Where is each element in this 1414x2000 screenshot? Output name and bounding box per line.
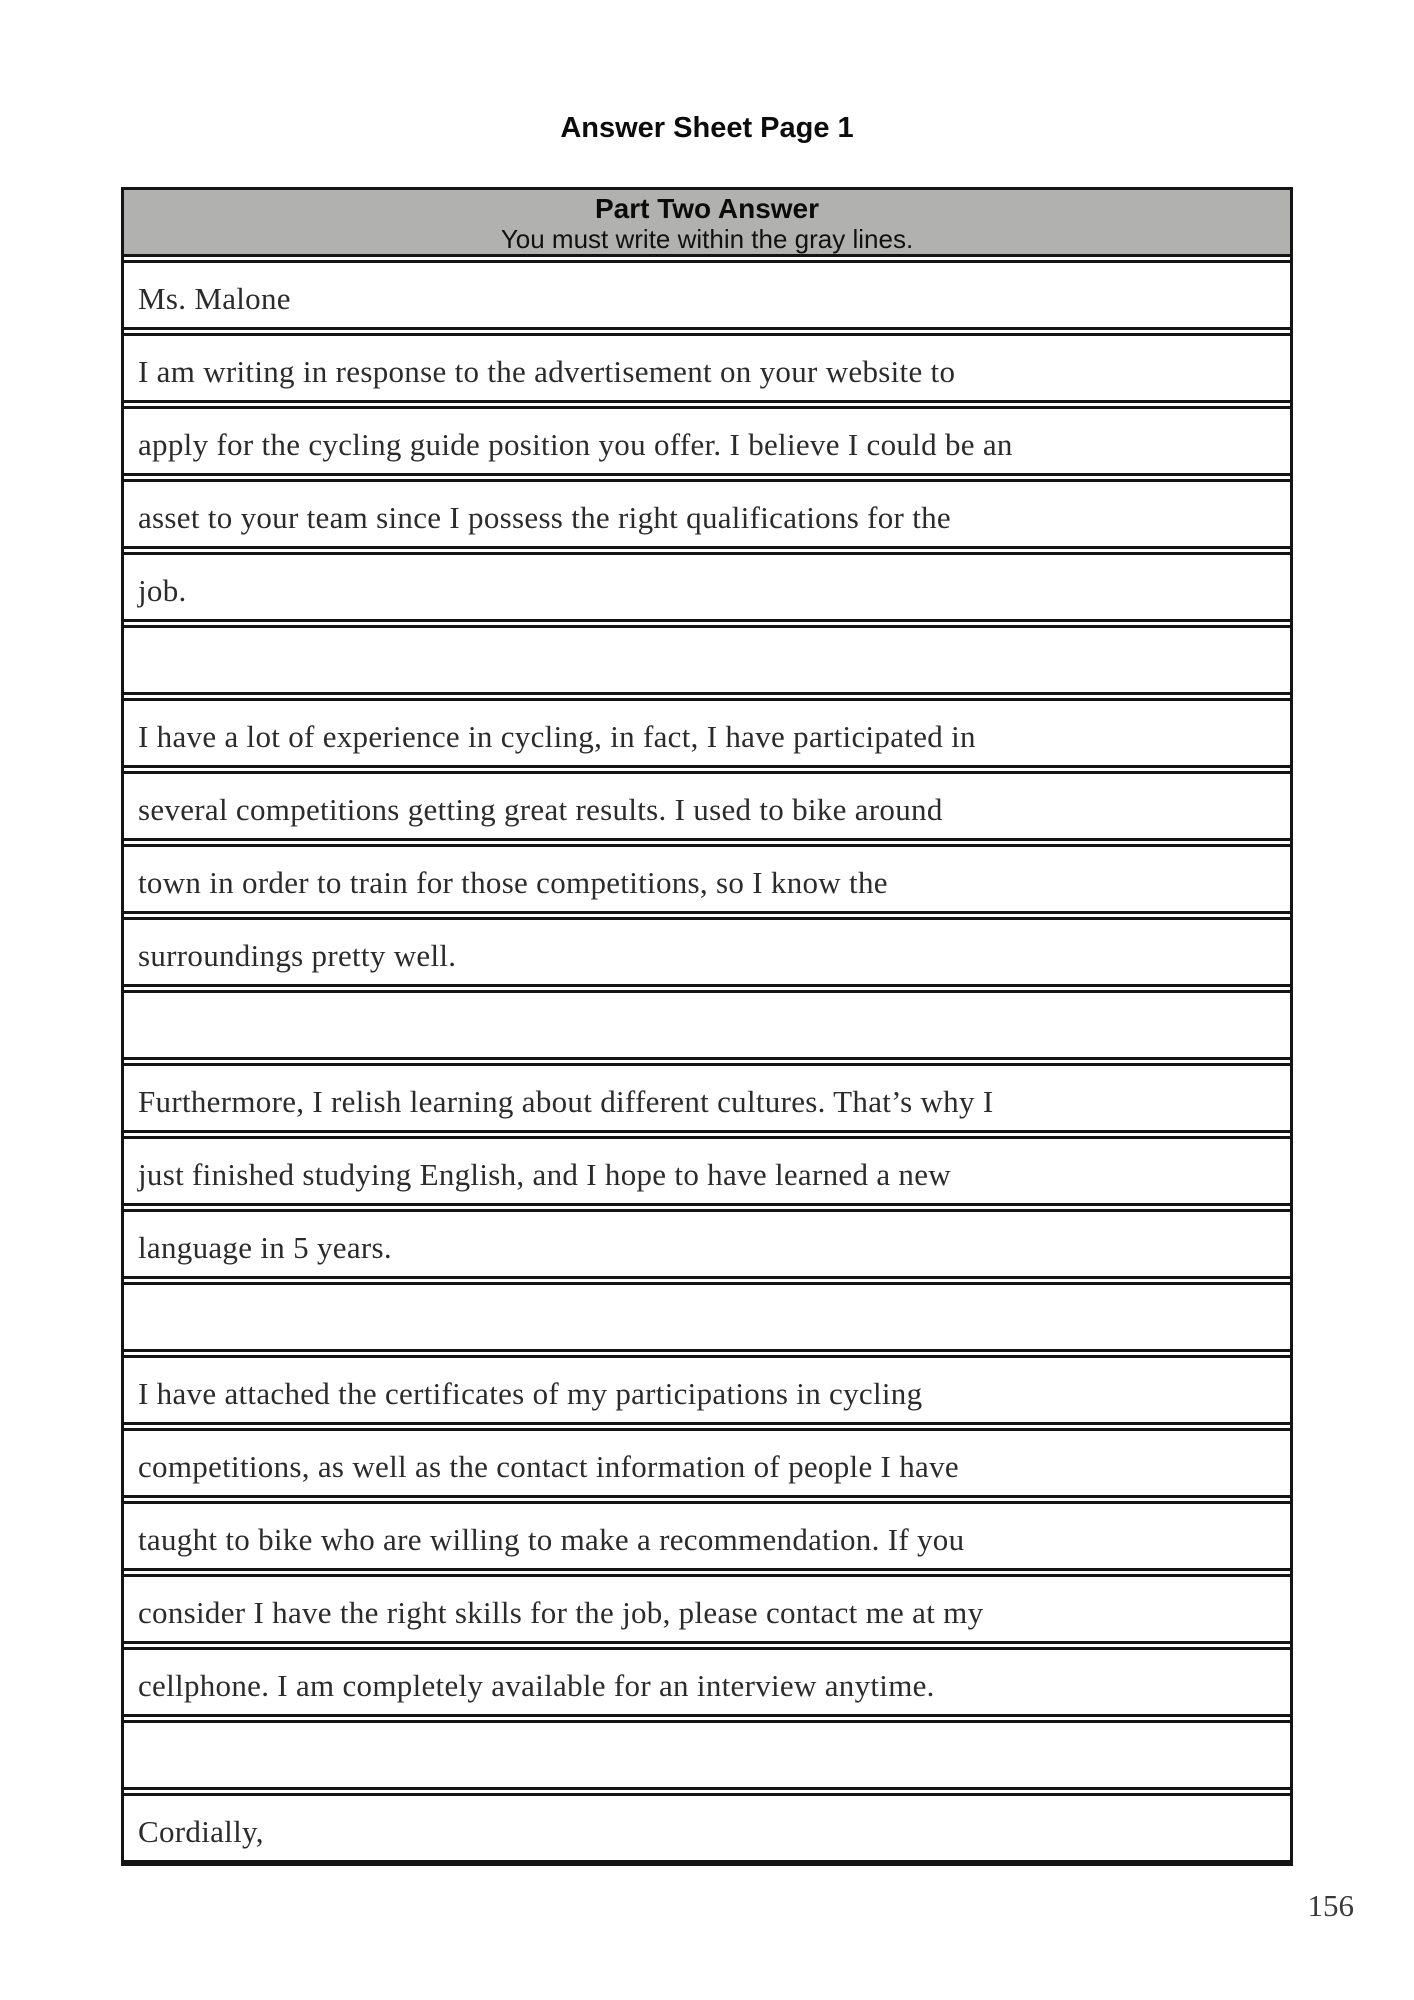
answer-line-text: just finished studying English, and I hope to have learned a new bbox=[138, 1157, 951, 1192]
answer-line-21 bbox=[124, 1720, 1290, 1790]
answer-line-1 bbox=[124, 260, 1290, 330]
answer-line-14 bbox=[124, 1209, 1290, 1279]
answer-line-19 bbox=[124, 1574, 1290, 1644]
answer-line-22 bbox=[124, 1793, 1290, 1863]
answer-line-8 bbox=[124, 771, 1290, 841]
answer-line-11 bbox=[124, 990, 1290, 1060]
answer-line-16 bbox=[124, 1355, 1290, 1425]
answer-line-15 bbox=[124, 1282, 1290, 1352]
answer-line-18 bbox=[124, 1501, 1290, 1571]
answer-line-12 bbox=[124, 1063, 1290, 1133]
answer-line-text: several competitions getting great results. I used to bike around bbox=[138, 792, 943, 827]
answer-line-text: job. bbox=[138, 573, 187, 608]
answer-line-9 bbox=[124, 844, 1290, 914]
answer-line-13 bbox=[124, 1136, 1290, 1206]
answer-line-text: I have attached the certificates of my participations in cycling bbox=[138, 1376, 923, 1411]
answer-line-text: I have a lot of experience in cycling, in fact, I have participated in bbox=[138, 719, 976, 754]
answer-line-text: I am writing in response to the advertisement on your website to bbox=[138, 354, 956, 389]
answer-line-text: language in 5 years. bbox=[138, 1230, 392, 1265]
answer-line-3 bbox=[124, 406, 1290, 476]
answer-line-4 bbox=[124, 479, 1290, 549]
answer-line-text: Cordially, bbox=[138, 1814, 264, 1849]
answer-line-10 bbox=[124, 917, 1290, 987]
answer-line-text: consider I have the right skills for the job, please contact me at my bbox=[138, 1595, 984, 1630]
sheet-header bbox=[124, 190, 1290, 257]
answer-line-20 bbox=[124, 1647, 1290, 1717]
answer-line-7 bbox=[124, 698, 1290, 768]
answer-line-text: Ms. Malone bbox=[138, 281, 291, 316]
sheet-header-instruction: You must write within the gray lines. bbox=[500, 224, 914, 254]
answer-line-5 bbox=[124, 552, 1290, 622]
sheet-header-title: Part Two Answer bbox=[594, 193, 820, 224]
page-title: Answer Sheet Page 1 bbox=[560, 112, 854, 144]
answer-line-2 bbox=[124, 333, 1290, 403]
answer-line-text: apply for the cycling guide position you offer. I believe I could be an bbox=[138, 427, 1013, 462]
answer-line-text: cellphone. I am completely available for an interview anytime. bbox=[138, 1668, 935, 1703]
page-number: 156 bbox=[1307, 1888, 1354, 1923]
answer-line-text: Furthermore, I relish learning about different cultures. That’s why I bbox=[138, 1084, 994, 1119]
answer-line-text: town in order to train for those competitions, so I know the bbox=[138, 865, 888, 900]
answer-line-text: taught to bike who are willing to make a recommendation. If you bbox=[138, 1522, 965, 1557]
answer-line-17 bbox=[124, 1428, 1290, 1498]
answer-line-6 bbox=[124, 625, 1290, 695]
answer-line-text: asset to your team since I possess the right qualifications for the bbox=[138, 500, 951, 535]
answer-line-text: surroundings pretty well. bbox=[138, 938, 457, 973]
answer-line-text: competitions, as well as the contact information of people I have bbox=[138, 1449, 959, 1484]
answer-sheet-table bbox=[121, 187, 1293, 1866]
answer-rows bbox=[124, 260, 1290, 1863]
